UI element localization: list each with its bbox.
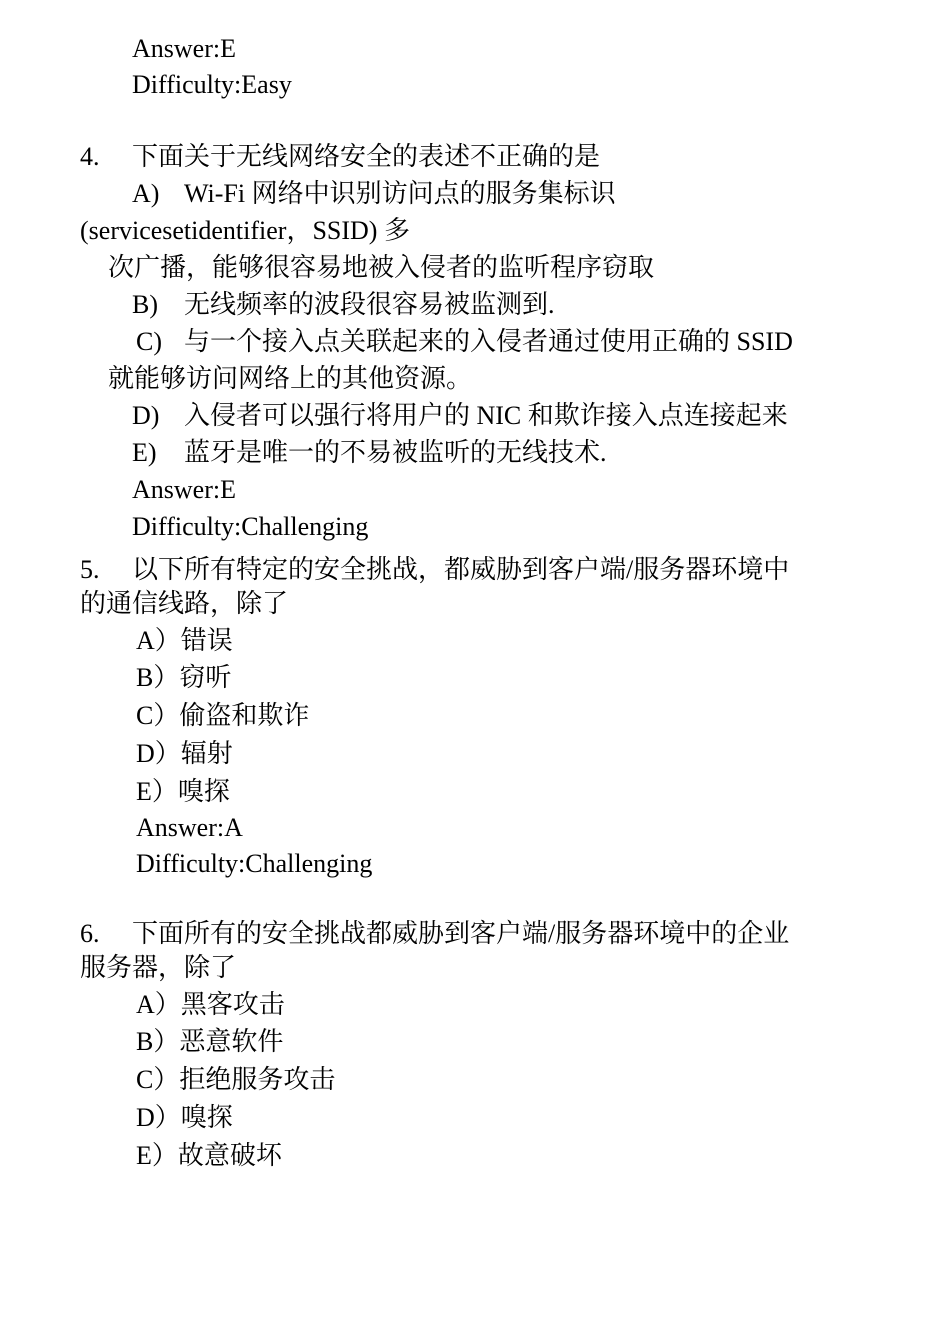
q4-stem-text: 下面关于无线网络安全的表述不正确的是 — [132, 142, 601, 171]
q5-option-b: B）窃听 — [136, 663, 232, 692]
q6-option-c: C）拒绝服务攻击 — [136, 1065, 336, 1094]
q3-answer: Answer:E — [132, 34, 236, 63]
q5-stem-text: 以下所有特定的安全挑战，都威胁到客户端/服务器环境中 — [132, 555, 790, 584]
q4-option-e-label: E) — [132, 438, 157, 467]
q4-option-e-text: 蓝牙是唯一的不易被监听的无线技术. — [184, 438, 607, 467]
q6-option-b: B）恶意软件 — [136, 1027, 284, 1056]
q4-difficulty: Difficulty:Challenging — [132, 512, 369, 541]
q6-option-d: D）嗅探 — [136, 1103, 233, 1132]
q4-option-d — [132, 400, 788, 432]
q5-option-c: C）偷盗和欺诈 — [136, 701, 310, 730]
q6-number: 6. — [80, 919, 100, 948]
q4-option-c-label: C) — [136, 327, 162, 356]
q4-stem — [80, 141, 600, 173]
q5-answer: Answer:A — [136, 813, 243, 842]
q4-option-a-cont2: 次广播，能够很容易地被入侵者的监听程序窃取 — [108, 253, 655, 282]
q5-option-a: A）错误 — [136, 626, 233, 655]
q6-option-e: E）故意破坏 — [136, 1141, 282, 1170]
q6-stem-text: 下面所有的安全挑战都威胁到客户端/服务器环境中的企业 — [132, 919, 790, 948]
q4-option-c-text: 与一个接入点关联起来的入侵者通过使用正确的 SSID — [184, 327, 793, 356]
q5-option-e: E）嗅探 — [136, 777, 230, 806]
q4-option-a-text: Wi-Fi 网络中识别访问点的服务集标识 — [184, 179, 616, 208]
q4-option-e — [132, 437, 607, 469]
q6-stem-cont: 服务器，除了 — [80, 953, 237, 982]
q4-option-b-label: B) — [132, 290, 158, 319]
q4-option-b-text: 无线频率的波段很容易被监测到. — [184, 290, 555, 319]
q4-option-b — [132, 289, 555, 321]
q4-answer: Answer:E — [132, 475, 236, 504]
q6-stem — [80, 918, 789, 950]
q4-option-d-label: D) — [132, 401, 160, 430]
q5-difficulty: Difficulty:Challenging — [136, 849, 373, 878]
q5-stem-cont: 的通信线路，除了 — [80, 589, 289, 618]
q3-difficulty: Difficulty:Easy — [132, 70, 292, 99]
q5-stem — [80, 554, 789, 586]
q4-option-a — [132, 178, 616, 210]
q5-number: 5. — [80, 555, 100, 584]
q4-option-a-label: A) — [132, 179, 160, 208]
q5-option-d: D）辐射 — [136, 739, 233, 768]
q4-option-c — [136, 326, 793, 358]
q4-option-a-cont1: (servicesetidentifier，SSID) 多 — [80, 216, 410, 245]
q4-option-c-cont: 就能够访问网络上的其他资源。 — [108, 364, 473, 393]
q4-option-d-text: 入侵者可以强行将用户的 NIC 和欺诈接入点连接起来 — [184, 401, 788, 430]
q4-number: 4. — [80, 142, 100, 171]
q6-option-a: A）黑客攻击 — [136, 990, 285, 1019]
